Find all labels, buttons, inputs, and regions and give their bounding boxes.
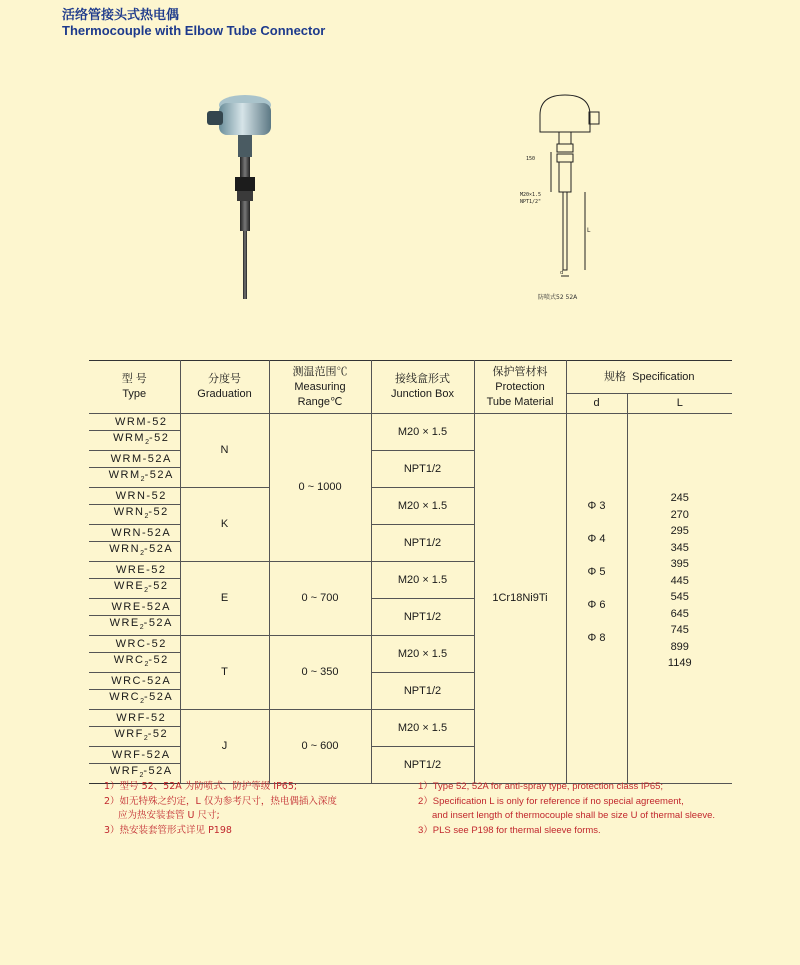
graduation-cell: N bbox=[180, 414, 269, 488]
dim-npt: NPT1/2" bbox=[520, 199, 542, 205]
dim-d: d bbox=[560, 270, 564, 276]
L-value: 395 bbox=[670, 558, 689, 570]
material-cell: 1Cr18Ni9Ti bbox=[474, 414, 566, 784]
type-cell: $WRM_2-52A$ bbox=[89, 467, 180, 487]
type-cell: $WRF_2-52$ bbox=[89, 726, 180, 746]
junction-box-cell: M20 × 1.5 bbox=[371, 487, 474, 524]
dim-L: L bbox=[587, 227, 591, 234]
type-cell: WRC-52A bbox=[89, 672, 180, 689]
junction-box-cell: NPT1/2 bbox=[371, 746, 474, 783]
range-cell: 0 ~ 700 bbox=[269, 561, 371, 635]
header-range: 测温范围℃ Measuring Range℃ bbox=[269, 361, 371, 414]
header-type: 型 号 Type bbox=[89, 361, 180, 414]
L-value: 899 bbox=[670, 640, 689, 653]
type-cell: WRF-52A bbox=[89, 746, 180, 763]
notes-chinese: 1）型号 52、52A 为防喷式、防护等级 IP65; 2）如无特殊之约定，L 仅为参考尺寸，热电偶插入深度 应为热安装套管 U 尺寸; 3）热安装套管形式详见 P198 bbox=[104, 781, 337, 836]
d-value: Φ 3 bbox=[587, 500, 606, 512]
L-value: 345 bbox=[670, 541, 689, 554]
notes-english: 1）Type 52, 52A for anti-spray type, protection class IP65; 2）Specification L is only for reference if no special agreement, and insert length of thermocouple shall be size U of thermal sleeve. 3）PLS see P198 for thermal sleeve forms. bbox=[418, 781, 716, 836]
header-L: L bbox=[627, 394, 732, 414]
L-value: 745 bbox=[670, 624, 689, 636]
junction-box-cell: M20 × 1.5 bbox=[371, 709, 474, 746]
junction-box-cell: NPT1/2 bbox=[371, 524, 474, 561]
L-value: 270 bbox=[670, 508, 689, 521]
L-value: 245 bbox=[670, 492, 689, 504]
type-cell: $WRC_2-52$ bbox=[89, 652, 180, 672]
header-graduation: 分度号 Graduation bbox=[180, 361, 269, 414]
title-chinese: 活络管接头式热电偶 bbox=[62, 8, 180, 23]
d-values-cell bbox=[566, 414, 627, 784]
type-cell: WRE-52A bbox=[89, 598, 180, 615]
graduation-cell: J bbox=[180, 709, 269, 783]
graduation-cell: T bbox=[180, 635, 269, 709]
type-cell: $WRN_2-52A$ bbox=[89, 541, 180, 561]
L-value: 645 bbox=[670, 607, 689, 620]
L-value: 445 bbox=[670, 574, 689, 587]
type-cell: $WRM_2-52$ bbox=[89, 430, 180, 450]
type-cell: WRM-52 bbox=[89, 414, 180, 431]
drawing-caption: 防喷式52 52A bbox=[538, 294, 578, 301]
thermocouple-photo bbox=[195, 85, 295, 305]
graduation-cell: E bbox=[180, 561, 269, 635]
L-value: 295 bbox=[670, 525, 689, 537]
type-cell: $WRF_2-52A$ bbox=[89, 763, 180, 783]
type-cell: WRN-52 bbox=[89, 487, 180, 504]
graduation-cell: K bbox=[180, 487, 269, 561]
L-value: 545 bbox=[670, 591, 689, 603]
header-specification: 规格 Specification bbox=[566, 361, 732, 394]
type-cell: $WRE_2-52A$ bbox=[89, 615, 180, 635]
junction-box-cell: NPT1/2 bbox=[371, 672, 474, 709]
d-value: Φ 5 bbox=[587, 566, 606, 578]
d-value: Φ 8 bbox=[587, 632, 606, 644]
header-d: d bbox=[566, 394, 627, 414]
type-cell: $WRN_2-52$ bbox=[89, 504, 180, 524]
type-cell: WRM-52A bbox=[89, 450, 180, 467]
junction-box-cell: M20 × 1.5 bbox=[371, 414, 474, 451]
range-cell: 0 ~ 600 bbox=[269, 709, 371, 783]
range-cell: 0 ~ 350 bbox=[269, 635, 371, 709]
type-cell: WRE-52 bbox=[89, 561, 180, 578]
junction-box-cell: NPT1/2 bbox=[371, 598, 474, 635]
type-cell: $WRE_2-52$ bbox=[89, 578, 180, 598]
specification-table bbox=[89, 360, 732, 784]
dim-150: 150 bbox=[526, 156, 536, 162]
type-cell: $WRC_2-52A$ bbox=[89, 689, 180, 709]
d-value: Φ 6 bbox=[587, 599, 606, 611]
L-value: 1149 bbox=[667, 657, 692, 669]
type-cell: WRC-52 bbox=[89, 635, 180, 652]
dimension-drawing bbox=[515, 80, 615, 305]
junction-box-cell: NPT1/2 bbox=[371, 450, 474, 487]
L-values-cell bbox=[627, 414, 732, 784]
type-cell: WRF-52 bbox=[89, 709, 180, 726]
range-cell: 0 ~ 1000 bbox=[269, 414, 371, 562]
table-row bbox=[89, 414, 732, 431]
title-english: Thermocouple with Elbow Tube Connector bbox=[62, 23, 326, 38]
junction-box-cell: M20 × 1.5 bbox=[371, 635, 474, 672]
junction-box-cell: M20 × 1.5 bbox=[371, 561, 474, 598]
dim-thread: M20×1.5 bbox=[520, 192, 542, 198]
d-value: Φ 4 bbox=[587, 533, 606, 545]
type-cell: WRN-52A bbox=[89, 524, 180, 541]
header-junction-box: 接线盒形式 Junction Box bbox=[371, 361, 474, 414]
header-material: 保护管材料 Protection Tube Material bbox=[474, 361, 566, 414]
